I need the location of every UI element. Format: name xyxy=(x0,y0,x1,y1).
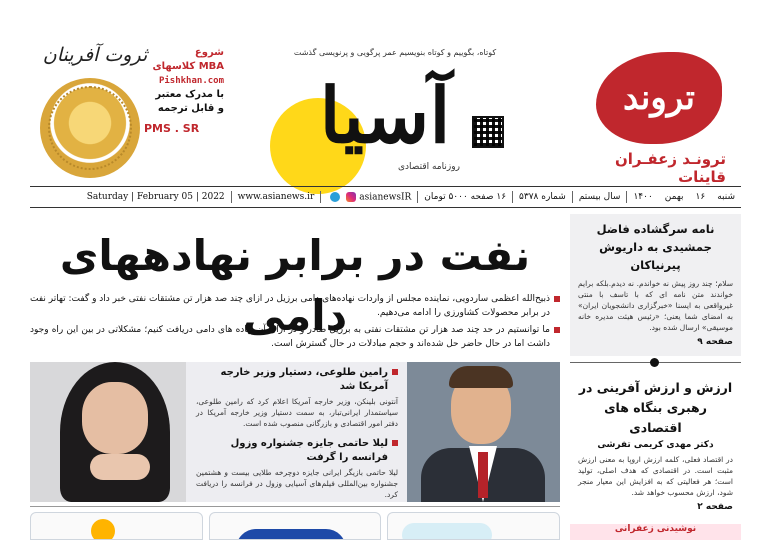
telegram-icon xyxy=(330,192,340,202)
divider xyxy=(320,191,321,203)
date-bar xyxy=(30,186,741,208)
divider xyxy=(512,191,513,203)
day: ۱۶ xyxy=(695,192,706,202)
masthead-tagline: کوتاه، بگوییم و کوتاه بنویسیم عمر پرگویی و پرنویسی گذشت xyxy=(293,48,497,57)
divider xyxy=(231,191,232,203)
ad-slot[interactable] xyxy=(209,512,382,540)
story-body: سلام؛ چند روز پیش نه خواندم. نه دیدم.بلکه برایم خواندند متن نامه ای که با تاسف با منتی غیرواقعی به ایسنا «خبرگزاری دانشجویان ایران» به امضای شما یعنی؛ «رئیس هیئت مدیره خانه موسیقی» ارسال شده بود. xyxy=(578,279,733,332)
story-title[interactable]: لیلا حاتمی جایزه جشنواره وزول فرانسه را گرفت xyxy=(196,437,398,465)
story-body: در اقتصاد فعلی، کلمه ارزش اروپا به معنی ارزش مثبت است. در اقتصادی که هدف اصلی، تولید است؛ هر فعالیتی که به افزایش این معیار منجر شود، ارزش محسوب خواهد شد. xyxy=(578,455,733,497)
ad-line: MBA کلاسهای xyxy=(152,61,224,72)
ad-brand: ثروت آفرینان xyxy=(42,44,148,66)
photo-part xyxy=(449,366,513,388)
english-date: Saturday | February 05 | 2022 xyxy=(86,192,225,202)
qr-code-icon[interactable] xyxy=(472,116,504,148)
ad-slot[interactable] xyxy=(387,512,560,540)
ad-text xyxy=(144,46,224,136)
instagram-icon xyxy=(346,192,356,202)
lede xyxy=(30,292,560,354)
volume: سال بیستم xyxy=(578,192,621,202)
month: بهمن xyxy=(664,192,684,202)
story-body: آنتونی بلینکن، وزیر خارجه آمریکا اعلام کرد که رامین طلوعی، سیاستمدار ایرانی‌تبار، به سمت دستیار وزیر خارجه آمریکا در دفتر امور اقتصادی و بازرگانی منصوب شده است. xyxy=(196,397,398,428)
divider xyxy=(417,191,418,203)
divider xyxy=(572,191,573,203)
photo-part xyxy=(478,452,488,498)
page-ref: صفحه ۲ xyxy=(697,502,733,512)
main-headline[interactable]: نفت در برابر نهادههای دامی xyxy=(59,231,531,340)
issue-number: شماره ۵۳۷۸ xyxy=(519,192,566,202)
photo-ramin-toloui[interactable] xyxy=(407,362,560,502)
divider xyxy=(626,191,627,203)
lede-paragraph: ذبیح‌الله اعظمی ساردویی، نماینده مجلس از واردات نهاده‌های دامی برزیل در ازای چند صد هزار تن مشتقات نفتی خبر داد و گفت: تهاتر نفت در برابر محصولات کشاورزی را ادامه می‌دهیم. xyxy=(30,292,560,320)
ad-graphic xyxy=(236,529,346,540)
website-link[interactable]: www.asianews.ir xyxy=(237,192,315,202)
ad-slogan: ترونـد زعفـران قاینات xyxy=(614,150,726,186)
laurel-badge-icon xyxy=(40,78,140,178)
story-title[interactable]: رامین طلوعی، دستیار وزیر خارجه آمریکا شد xyxy=(196,366,398,394)
ad-mba[interactable] xyxy=(40,40,224,180)
lede-paragraph: ما توانستیم در حد چند صد هزار تن مشتقات نفتی به برزیل صادر و در ازای آن نهاده های دامی دریافت کنیم؛ مشکلاتی در بین این راه وجود داشت اما در حال حاضر حل شده‌اند و حجم مبادلات در حال گسترش است. xyxy=(30,323,560,351)
story-value-creation[interactable] xyxy=(570,374,741,516)
page-ref: صفحه ۹ xyxy=(697,337,733,347)
ad-graphic xyxy=(91,519,115,540)
masthead-subtitle: روزنامه اقتصادی xyxy=(398,162,460,172)
story-title: ارزش و ارزش آفرینی در رهبری بنگاه های اقتصادی xyxy=(578,380,733,435)
story-author: دکتر مهدی کریمی تفرشی xyxy=(597,440,714,450)
social-handle[interactable] xyxy=(321,192,417,203)
ad-saffron-drink[interactable]: نوشیدنی زعفرانی xyxy=(570,524,741,540)
pages-price: ۱۶ صفحه ۵۰۰۰ تومان xyxy=(424,192,507,202)
divider xyxy=(30,506,560,507)
story-open-letter[interactable] xyxy=(570,214,741,356)
ad-line: و قابل ترجمه xyxy=(157,103,224,114)
photo-leila-hatami[interactable] xyxy=(30,362,186,502)
newspaper-logo: آسیا xyxy=(319,71,451,160)
story-body: لیلا حاتمی بازیگر ایرانی جایزه دوچرخه طلایی بیست و هشتمین جشنواره بین‌المللی فیلم‌های آسیایی وزول در فرانسه را دریافت کرد. xyxy=(196,468,398,499)
weekday: شنبه xyxy=(717,192,735,202)
bottom-ads xyxy=(30,512,560,540)
photo-part xyxy=(90,454,150,480)
brand-leaf-icon xyxy=(596,52,722,144)
mid-stories xyxy=(192,366,402,500)
social-handle-text: asianewsIR xyxy=(359,192,412,203)
story-title: نامه سرگشاده فاضل جمشیدی به داریوش پیرنیاکان xyxy=(596,222,715,272)
ad-saffron[interactable] xyxy=(580,40,740,186)
year: ۱۴۰۰ xyxy=(633,192,653,202)
ad-slot[interactable] xyxy=(30,512,203,540)
right-column xyxy=(570,214,741,540)
divider-dot-icon xyxy=(650,358,659,367)
masthead xyxy=(270,40,510,180)
photo-part xyxy=(82,382,148,454)
ad-line: PMS . SR xyxy=(144,122,200,135)
ad-line: شروع xyxy=(194,47,224,58)
ad-graphic xyxy=(402,523,492,540)
ad-line: Pishkhan.com xyxy=(158,76,224,86)
ad-line: با مدرک معتبر xyxy=(155,89,224,100)
ad-brand: تروند xyxy=(623,78,695,118)
